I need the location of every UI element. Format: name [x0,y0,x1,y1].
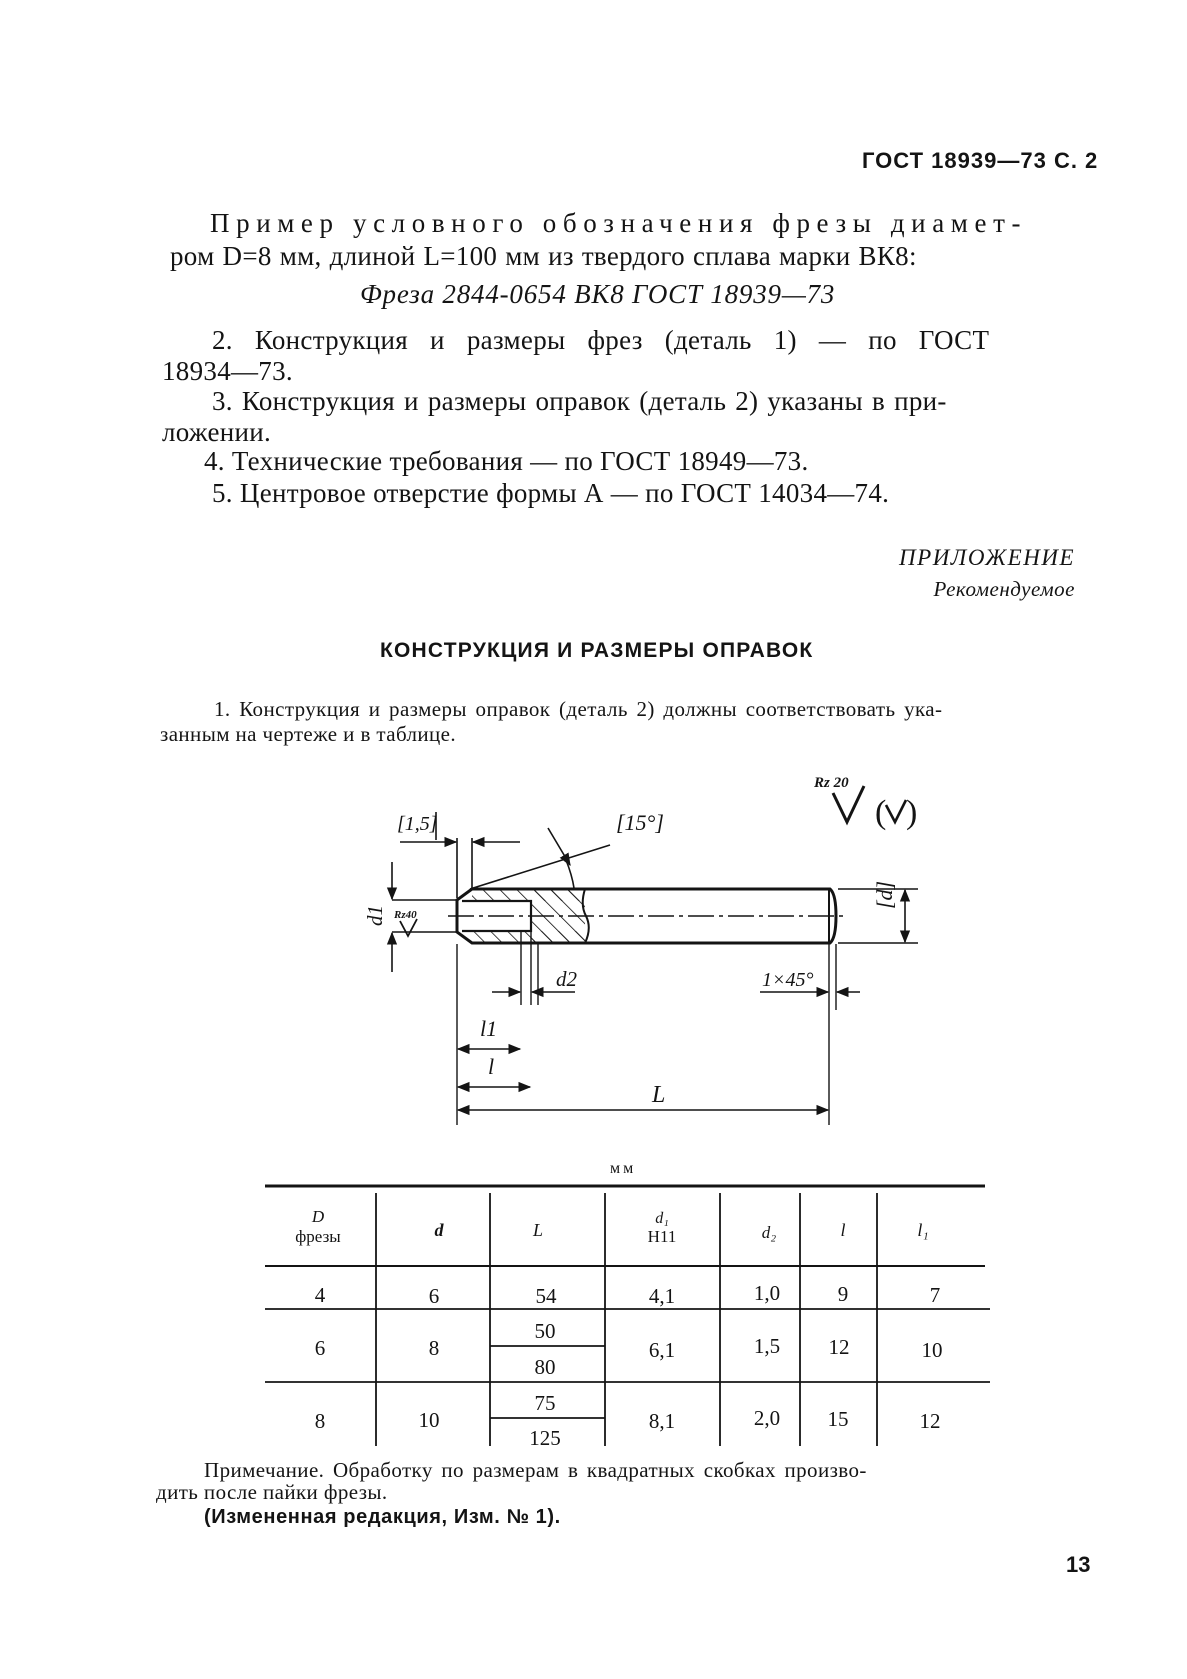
svg-text:2,0: 2,0 [753,1406,781,1430]
svg-text:15: 15 [827,1407,849,1431]
dim-l-label: l [488,1054,495,1079]
dim-d1-label: d1 [363,905,387,926]
header-d1: d₁ [655,1210,669,1227]
item-3-line-1: 3. Конструкция и размеры оправок (деталь 2) указаны в при- [212,386,947,416]
example-line-1: Пример условного обозначения фрезы диамет- [210,208,1028,238]
item-5: 5. Центровое отверстие формы А — по ГОСТ 14034—74. [212,478,890,508]
example-designation: Фреза 2844-0654 ВК8 ГОСТ 18939—73 [360,279,836,309]
table-row [315,1319,943,1379]
roughness-rz40-label: Rz40 [394,909,417,921]
svg-text:125: 125 [529,1426,561,1450]
header-l: l [840,1220,846,1240]
item-4: 4. Технические требования — по ГОСТ 18949—73. [204,446,809,476]
svg-text:12: 12 [828,1335,850,1359]
section-title: КОНСТРУКЦИЯ И РАЗМЕРЫ ОПРАВОК [380,639,814,662]
item-3-line-2: ложении. [162,417,272,447]
dim-l1-label: l1 [480,1016,498,1041]
svg-text:12: 12 [919,1409,941,1433]
table-row [315,1391,941,1450]
paragraph-line-2: занным на чертеже и в таблице. [160,722,457,746]
note-line-2: дить после пайки фрезы. [156,1480,388,1504]
table-units: мм [610,1160,637,1177]
svg-text:10: 10 [418,1408,440,1432]
header-l1: l₁ [917,1220,929,1240]
item-2-line-2: 18934—73. [162,356,293,386]
svg-text:7: 7 [929,1283,941,1307]
svg-text:54: 54 [535,1284,557,1308]
svg-text:10: 10 [921,1338,943,1362]
dim-chamfer-length-label: [1,5] [397,813,438,835]
dim-d-label: [d] [872,880,897,909]
appendix-label: ПРИЛОЖЕНИЕ [899,545,1075,570]
roughness-rz20-label: Rz 20 [814,775,849,791]
revision-note: (Измененная редакция, Изм. № 1). [204,1506,561,1528]
document-header: ГОСТ 18939—73 С. 2 [862,148,1099,173]
svg-text:50: 50 [534,1319,556,1343]
dim-L-label: L [652,1082,666,1108]
dim-angle-label: [15°] [616,810,664,835]
appendix-status: Рекомендуемое [933,577,1075,601]
dim-d2-label: d2 [556,967,577,991]
note-line-1: Примечание. Обработку по размерам в квадратных скобках произво- [204,1458,867,1482]
svg-text:4: 4 [314,1283,326,1307]
header-D: D [311,1207,325,1226]
roughness-paren-open: ( [875,794,887,831]
table-row [315,1281,941,1308]
svg-text:6: 6 [314,1336,326,1360]
header-d: d [434,1220,444,1240]
svg-text:8,1: 8,1 [648,1409,676,1433]
svg-text:6,1: 6,1 [648,1338,676,1362]
header-D-sub: фрезы [295,1227,341,1246]
svg-text:9: 9 [837,1282,849,1306]
svg-text:8: 8 [428,1336,440,1360]
svg-text:8: 8 [314,1409,326,1433]
item-2-line-1: 2. Конструкция и размеры фрез (деталь 1) — по ГОСТ [212,325,990,355]
svg-text:6: 6 [428,1284,440,1308]
page-number: 13 [1066,1552,1091,1577]
header-d1-tol: H11 [647,1227,677,1246]
roughness-paren-close: ) [906,794,918,831]
paragraph-line-1: 1. Конструкция и размеры оправок (деталь 2) должны соответствовать ука- [214,697,943,721]
header-L: L [532,1220,544,1240]
svg-text:80: 80 [534,1355,556,1379]
header-d2: d₂ [761,1223,777,1242]
svg-text:1,0: 1,0 [753,1281,781,1305]
dim-chamfer-end-label: 1×45° [762,969,814,991]
svg-text:4,1: 4,1 [648,1284,676,1308]
svg-text:75: 75 [534,1391,556,1415]
svg-text:1,5: 1,5 [753,1334,781,1358]
example-line-2: ром D=8 мм, длиной L=100 мм из твердого сплава марки ВК8: [170,241,917,271]
